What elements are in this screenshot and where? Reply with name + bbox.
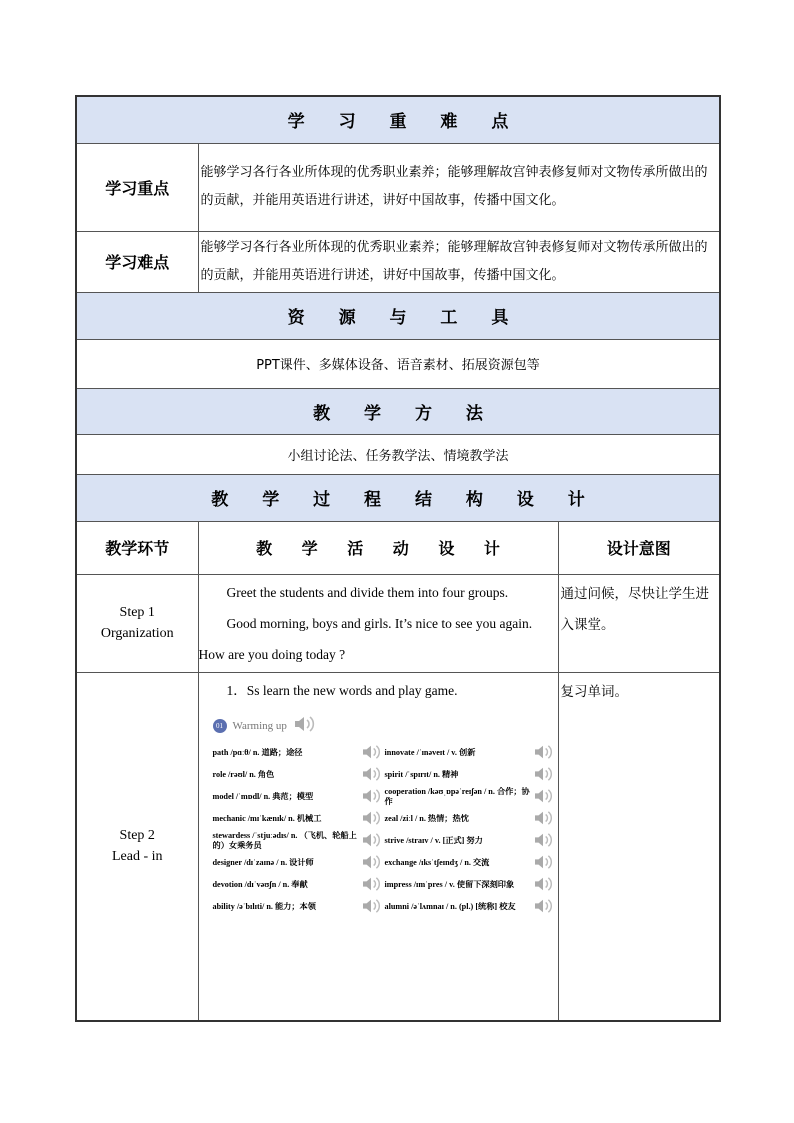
step1-sub: Organization bbox=[100, 626, 174, 641]
vocab-item bbox=[385, 808, 553, 830]
vocab-item bbox=[213, 742, 381, 764]
speaker-icon[interactable] bbox=[533, 744, 553, 762]
speaker-icon[interactable] bbox=[533, 876, 553, 894]
speaker-icon[interactable] bbox=[361, 898, 381, 916]
vocab-word: role /rəʊl/ n. 角色 bbox=[212, 769, 275, 779]
step2-sub: Lead - in bbox=[111, 849, 163, 865]
vocab-item bbox=[213, 852, 381, 874]
vocab-word: exchange /ɪksˈtʃeɪndʒ / n. 交流 bbox=[384, 857, 490, 867]
speaker-icon[interactable] bbox=[533, 810, 553, 828]
vocab-item bbox=[385, 786, 553, 808]
speaker-icon[interactable] bbox=[361, 810, 381, 828]
vocab-word: alumni /əˈlʌmnaɪ / n. (pl.) [统称] 校友 bbox=[384, 901, 516, 911]
vocab-word: cooperation /kəʊˌɒpəˈreɪʃən / n. 合作；协作 bbox=[384, 786, 530, 806]
step2-name: Step 2 bbox=[119, 828, 155, 844]
vocab-item bbox=[385, 874, 553, 896]
vocab-item bbox=[213, 786, 381, 808]
difficult-points-label: 学习难点 bbox=[76, 231, 198, 292]
step1-name: Step 1 bbox=[119, 605, 155, 620]
speaker-icon[interactable] bbox=[361, 744, 381, 762]
key-points-label: 学习重点 bbox=[76, 143, 198, 231]
vocab-word: mechanic /mɪˈkænɪk/ n. 机械工 bbox=[212, 813, 322, 823]
speaker-icon[interactable] bbox=[361, 854, 381, 872]
key-difficult-header: 学 习 重 难 点 bbox=[76, 96, 720, 143]
vocab-word: path /pɑːθ/ n. 道路；途径 bbox=[212, 747, 303, 757]
step2-activity bbox=[198, 672, 558, 1021]
speaker-icon[interactable] bbox=[361, 766, 381, 784]
vocab-item bbox=[213, 896, 381, 918]
vocab-word: designer /dɪˈzaɪnə / n. 设计师 bbox=[212, 857, 314, 867]
vocab-word: spirit /ˈspɪrɪt/ n. 精神 bbox=[384, 769, 459, 779]
step1-cell bbox=[76, 574, 198, 672]
vocab-word: impress /ɪmˈpres / v. 使留下深刻印象 bbox=[384, 879, 515, 889]
methods-header: 教 学 方 法 bbox=[76, 388, 720, 434]
lesson-plan-table bbox=[75, 95, 721, 1022]
vocab-word: zeal /ziːl / n. 热情；热忱 bbox=[384, 813, 469, 823]
vocab-item bbox=[213, 764, 381, 786]
speaker-icon[interactable] bbox=[533, 788, 553, 806]
step2-intent: 复习单词。 bbox=[558, 672, 720, 1021]
vocab-word: devotion /dɪˈvəʊʃn / n. 奉献 bbox=[212, 879, 308, 889]
vocab-item bbox=[213, 808, 381, 830]
difficult-points-text: 能够学习各行各业所体现的优秀职业素养；能够理解故宫钟表修复师对文物传承所做出的的贡献，并能用英语进行讲述，讲好中国故事，传播中国文化。 bbox=[198, 231, 720, 292]
speaker-icon[interactable] bbox=[533, 766, 553, 784]
vocab-item bbox=[213, 830, 381, 852]
step1-line2: Good morning, boys and girls. It’s nice to see you again. bbox=[226, 615, 533, 631]
column-activity: 教 学 活 动 设 计 bbox=[198, 521, 558, 574]
step1-intent: 通过问候，尽快让学生进入课堂。 bbox=[558, 574, 720, 672]
vocab-word: ability /əˈbɪlɪti/ n. 能力；本领 bbox=[212, 901, 316, 911]
vocab-word: strive /straɪv / v. [正式] 努力 bbox=[384, 835, 483, 845]
vocab-header bbox=[213, 715, 553, 737]
process-header: 教 学 过 程 结 构 设 计 bbox=[76, 474, 720, 521]
speaker-icon[interactable] bbox=[361, 832, 381, 850]
resources-header: 资 源 与 工 具 bbox=[76, 292, 720, 339]
speaker-icon[interactable] bbox=[533, 854, 553, 872]
step1-line1: Greet the students and divide them into four groups. bbox=[226, 584, 509, 600]
speaker-icon[interactable] bbox=[533, 898, 553, 916]
vocab-word: model /ˈmɒdl/ n. 典范；模型 bbox=[212, 791, 314, 801]
vocab-item bbox=[385, 742, 553, 764]
vocab-item bbox=[385, 852, 553, 874]
vocab-slide bbox=[213, 715, 553, 918]
key-points-text: 能够学习各行各业所体现的优秀职业素养；能够理解故宫钟表修复师对文物传承所做出的的贡献，并能用英语进行讲述，讲好中国故事，传播中国文化。 bbox=[198, 143, 720, 231]
methods-text: 小组讨论法、任务教学法、情境教学法 bbox=[76, 434, 720, 474]
column-intent: 设计意图 bbox=[558, 521, 720, 574]
step2-line1: 1．Ss learn the new words and play game. bbox=[226, 682, 458, 698]
resources-text: PPT课件、多媒体设备、语音素材、拓展资源包等 bbox=[76, 339, 720, 388]
vocab-number-badge: 01 bbox=[213, 719, 227, 733]
column-stage: 教学环节 bbox=[76, 521, 198, 574]
speaker-icon[interactable] bbox=[293, 715, 315, 737]
vocab-grid bbox=[213, 742, 553, 918]
speaker-icon[interactable] bbox=[361, 788, 381, 806]
speaker-icon[interactable] bbox=[361, 876, 381, 894]
vocab-item bbox=[385, 896, 553, 918]
vocab-item bbox=[213, 874, 381, 896]
speaker-icon[interactable] bbox=[533, 832, 553, 850]
vocab-item bbox=[385, 830, 553, 852]
vocab-word: stewardess /ˈstjuːədɪs/ n. （飞机、轮船上的）女乘务员 bbox=[212, 830, 357, 850]
step1-activity bbox=[198, 574, 558, 672]
vocab-item bbox=[385, 764, 553, 786]
step1-line3: How are you doing today ? bbox=[198, 646, 346, 662]
vocab-title: Warming up bbox=[232, 719, 287, 732]
vocab-word: innovate /ˈɪnəveɪt / v. 创新 bbox=[384, 747, 476, 757]
step2-cell bbox=[76, 672, 198, 1021]
